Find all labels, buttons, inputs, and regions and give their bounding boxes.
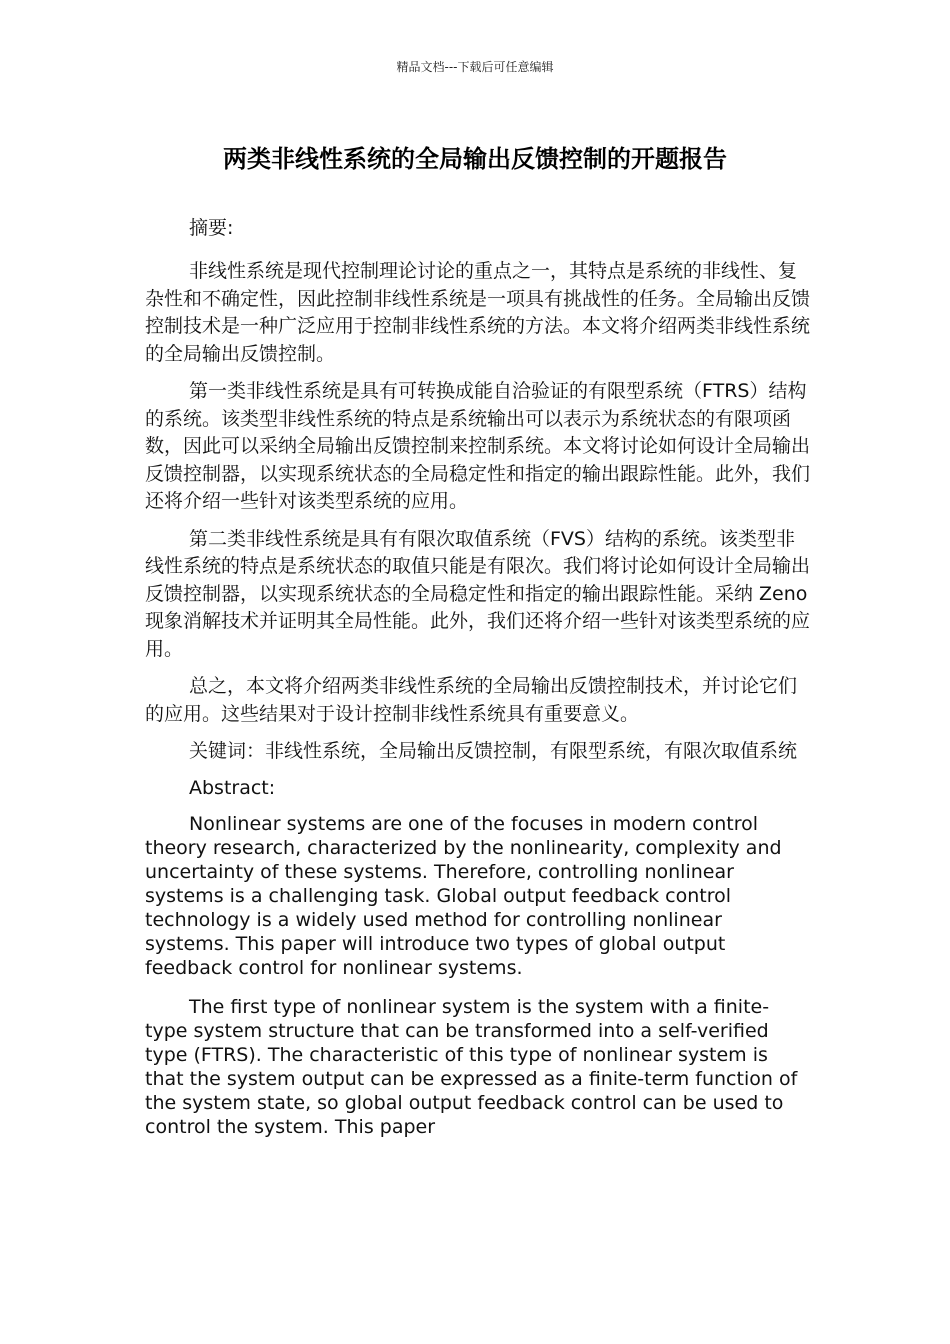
paragraph-zh-second-type: 第二类非线性系统是具有有限次取值系统（FVS）结构的系统。该类型非线性系统的特点是系统状态的取值只能是有限次。我们将讨论如何设计全局输出反馈控制器，以实现系统状态的全局稳定性和指定的输出跟踪性能。采纳 Zeno 现象消解技术并证明其全局性能。此外，我们还将介绍一些针对该类型系统的应用。 xyxy=(145,527,811,660)
paragraph-en-first-type: The first type of nonlinear system is the system with a finite-type system structure that can be transformed into a self-verified type (FTRS). The characteristic of this type of nonlinear system is that the system output can be expressed as a finite-term function of the system state, so global output feedback control can be used to control the system. This paper xyxy=(145,995,798,1138)
abstract-en-label: Abstract: xyxy=(189,776,276,799)
paragraph-zh-keywords: 关键词：非线性系统，全局输出反馈控制，有限型系统，有限次取值系统 xyxy=(189,740,798,762)
paragraph-en-intro: Nonlinear systems are one of the focuses in modern control theory research, characterized by the nonlinearity, complexity and uncertainty of these systems. Therefore, controlling nonlinear systems is a challenging task. Global output feedback control technology is a widely used method for controlling nonlinear systems. This paper will introduce two types of global output feedback control for nonlinear systems. xyxy=(145,812,782,979)
document-body xyxy=(145,214,810,1154)
paragraph-zh-intro: 非线性系统是现代控制理论讨论的重点之一，其特点是系统的非线性、复杂性和不确定性，因此控制非线性系统是一项具有挑战性的任务。全局输出反馈控制技术是一种广泛应用于控制非线性系统的方法。本文将介绍两类非线性系统的全局输出反馈控制。 xyxy=(145,260,811,365)
paragraph-zh-first-type: 第一类非线性系统是具有可转换成能自洽验证的有限型系统（FTRS）结构的系统。该类型非线性系统的特点是系统输出可以表示为系统状态的有限项函数，因此可以采纳全局输出反馈控制来控制系统。本文将讨论如何设计全局输出反馈控制器，以实现系统状态的全局稳定性和指定的输出跟踪性能。此外，我们还将介绍一些针对该类型系统的应用。 xyxy=(145,380,811,512)
paragraph-zh-summary: 总之，本文将介绍两类非线性系统的全局输出反馈控制技术，并讨论它们的应用。这些结果对于设计控制非线性系统具有重要意义。 xyxy=(145,675,798,725)
page-header-note: 精品文档---下载后可任意编辑 xyxy=(396,60,554,74)
document-title: 两类非线性系统的全局输出反馈控制的开题报告 xyxy=(223,145,727,173)
abstract-zh-label: 摘要: xyxy=(189,217,234,239)
